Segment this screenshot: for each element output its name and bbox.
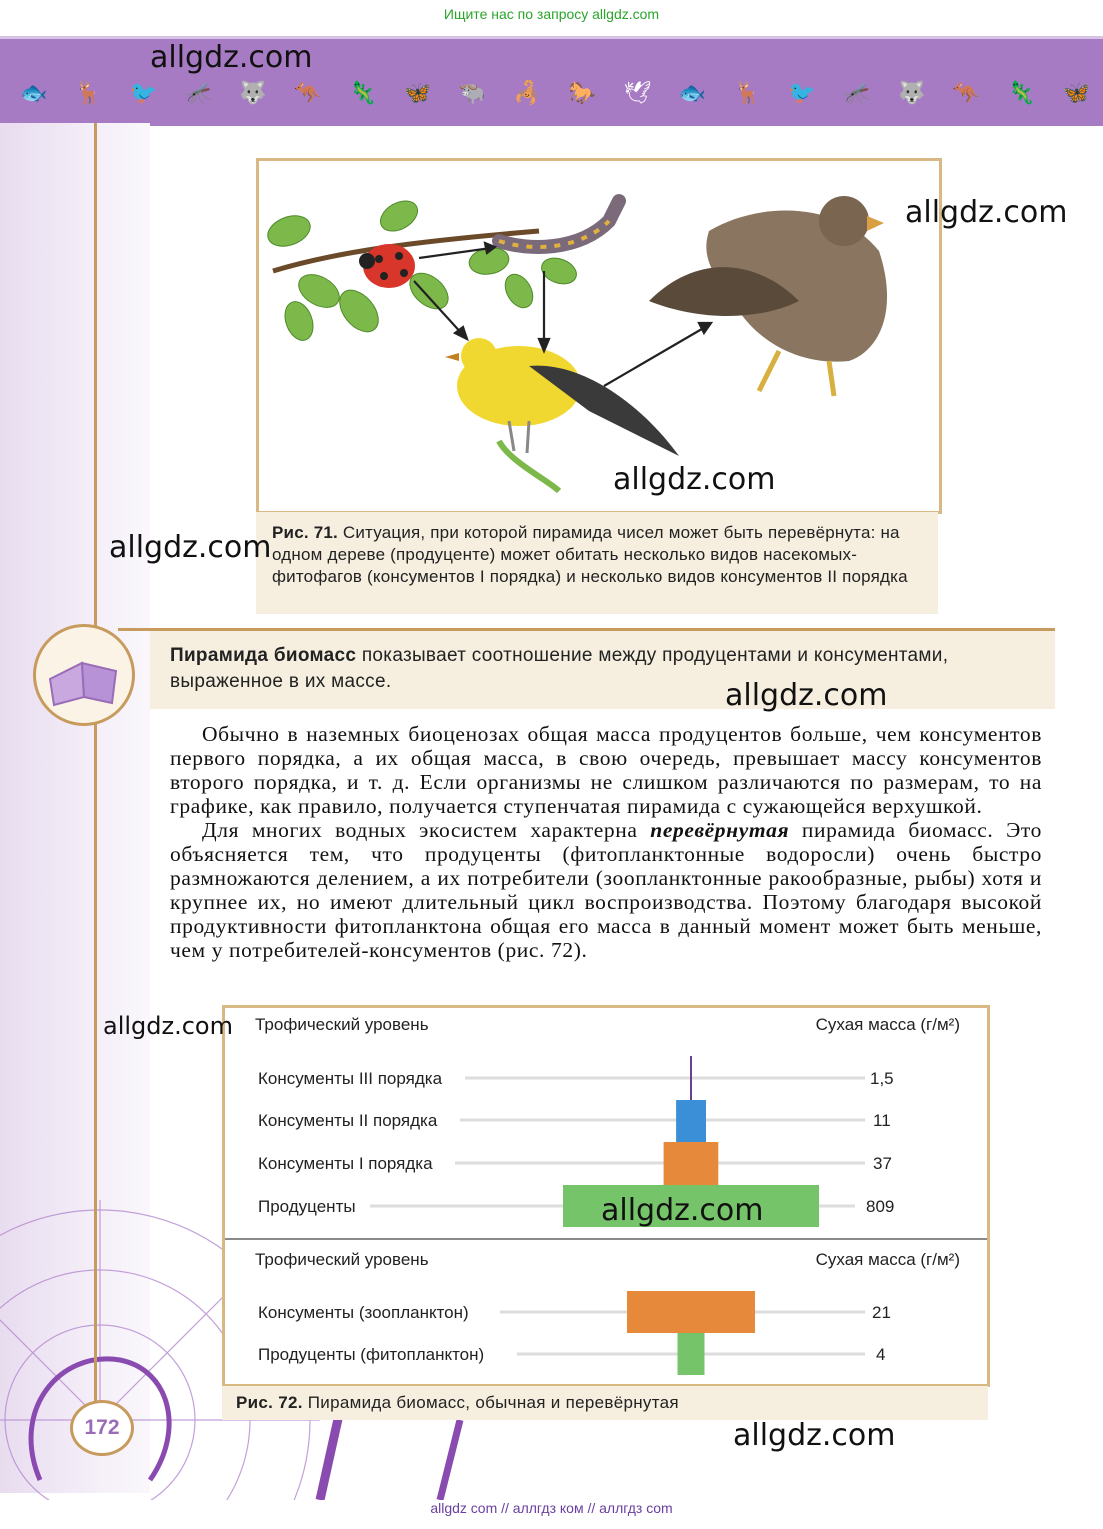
axis-label-trophic-level: Трофический уровень — [255, 1250, 429, 1269]
wolf-icon: 🐺 — [239, 80, 267, 105]
definition-term: Пирамида биомасс — [170, 645, 357, 666]
bird-icon: 🐦 — [129, 80, 158, 105]
bar-consumers-1 — [664, 1142, 719, 1185]
bar-zooplankton — [627, 1291, 755, 1333]
open-book-icon — [36, 627, 132, 723]
bird-icon: 🐦 — [788, 80, 816, 105]
insect-icon: 🦟 — [843, 80, 871, 105]
deer-icon: 🦌 — [74, 80, 103, 105]
figure-72-label: Рис. 72. — [236, 1393, 303, 1412]
category-label: Консументы III порядка — [258, 1069, 443, 1088]
lizard-icon: 🦎 — [349, 80, 377, 105]
scorpion-icon: 🦂 — [513, 80, 541, 105]
bar-phytoplankton — [678, 1333, 705, 1375]
lizard-icon: 🦎 — [1007, 80, 1036, 105]
watermark: allgdz.com — [109, 530, 272, 565]
paragraph-2-start: Для многих водных экосистем характерна — [202, 818, 638, 842]
animal-silhouettes-strip — [20, 80, 1090, 110]
definition-text: показывает соотношение между продуцентами и консументами, выраженное в их массе. — [170, 645, 949, 692]
category-label: Продуценты — [258, 1197, 356, 1216]
margin-rule — [94, 123, 97, 1413]
value-label: 37 — [873, 1154, 892, 1173]
value-label: 4 — [876, 1345, 886, 1364]
figure-72-caption — [222, 1386, 988, 1420]
butterfly-icon: 🦋 — [1062, 80, 1090, 105]
horse-icon: 🐎 — [568, 80, 596, 105]
category-label: Консументы (зоопланктон) — [258, 1303, 469, 1322]
value-label: 21 — [872, 1303, 891, 1322]
value-label: 11 — [873, 1111, 891, 1130]
swallow-icon: 🕊 — [623, 80, 652, 105]
watermark: allgdz.com — [613, 462, 776, 497]
bar-consumers-2 — [676, 1100, 706, 1142]
fish-icon: 🐟 — [678, 80, 707, 105]
watermark: allgdz.com — [103, 1012, 233, 1040]
watermark: allgdz.com — [725, 678, 888, 713]
category-label: Консументы II порядка — [258, 1111, 438, 1130]
value-label: 809 — [866, 1197, 895, 1216]
kangaroo-icon: 🦘 — [952, 80, 981, 105]
top-note[interactable]: Ищите нас по запросу allgdz.com — [443, 6, 660, 22]
definition-box — [150, 631, 1055, 709]
figure-71-caption — [256, 512, 938, 614]
figure-71-label: Рис. 71. — [272, 523, 338, 542]
watermark: allgdz.com — [905, 195, 1068, 230]
paragraph-1: Обычно в наземных биоценозах общая масса продуцентов больше, чем консументов первого порядка, а их общая масса, в свою очередь, превышает массу консументов второго порядка, и т. д. Если организмы не слишком различаются по размерам, то на графике, как правило, получается ступенчатая пирамида с сужающейся верхушкой. — [170, 722, 1042, 818]
deer-icon: 🦌 — [733, 80, 761, 105]
category-label: Продуценты (фитопланктон) — [258, 1345, 485, 1364]
watermark: allgdz.com — [150, 40, 313, 75]
figure-71-image — [256, 158, 942, 514]
caterpillar — [499, 201, 619, 247]
food-web-illustration — [259, 161, 939, 511]
bar-consumers-3 — [690, 1056, 692, 1100]
body-text — [170, 722, 1042, 962]
page-number: 172 — [70, 1400, 134, 1456]
book-badge — [33, 624, 135, 726]
axis-label-trophic-level: Трофический уровень — [255, 1015, 429, 1034]
figure-72-caption-text: Пирамида биомасс, обычная и перевёрнутая — [307, 1393, 679, 1412]
category-label: Консументы I порядка — [258, 1154, 433, 1173]
axis-label-dry-mass: Сухая масса (г/м²) — [815, 1250, 960, 1269]
bison-icon: 🐃 — [458, 80, 487, 105]
leaf-branch — [264, 195, 580, 344]
wolf-icon: 🐺 — [898, 80, 926, 105]
butterfly-icon: 🦋 — [403, 80, 432, 105]
bottom-note[interactable]: allgdz com // аллгдз ком // аллгдз com — [430, 1500, 673, 1516]
paragraph-2-end: пирамида биомасс. Это объясняется тем, что продуценты (фитопланктонные водоросли) очень быстро размножаются делением, а их потребители (зоопланктонные ракообразные, рыбы) хотя и крупнее их, но имеют длительный цикл воспроизводства. Поэтому благодаря высокой продуктивности фитопланктона общая его масса в данный момент может быть меньше, чем у потребителей-консументов (рис. 72). — [170, 818, 1042, 962]
emphasis-inverted: перевёрнутая — [650, 818, 790, 842]
insect-icon: 🦟 — [184, 80, 212, 105]
watermark: allgdz.com — [733, 1418, 896, 1453]
kangaroo-icon: 🦘 — [294, 80, 322, 105]
axis-label-dry-mass: Сухая масса (г/м²) — [815, 1015, 960, 1034]
watermark: allgdz.com — [601, 1193, 764, 1228]
hawk — [649, 196, 887, 396]
paragraph-2 — [170, 818, 1042, 962]
value-label: 1,5 — [870, 1069, 894, 1088]
figure-71-caption-text: Ситуация, при которой пирамида чисел может быть перевёрнута: на одном дереве (продуценте) может обитать несколько видов насекомых-фитофагов (консументов I порядка) и несколько видов консументов II порядка — [272, 523, 908, 586]
fish-icon: 🐟 — [20, 80, 48, 105]
